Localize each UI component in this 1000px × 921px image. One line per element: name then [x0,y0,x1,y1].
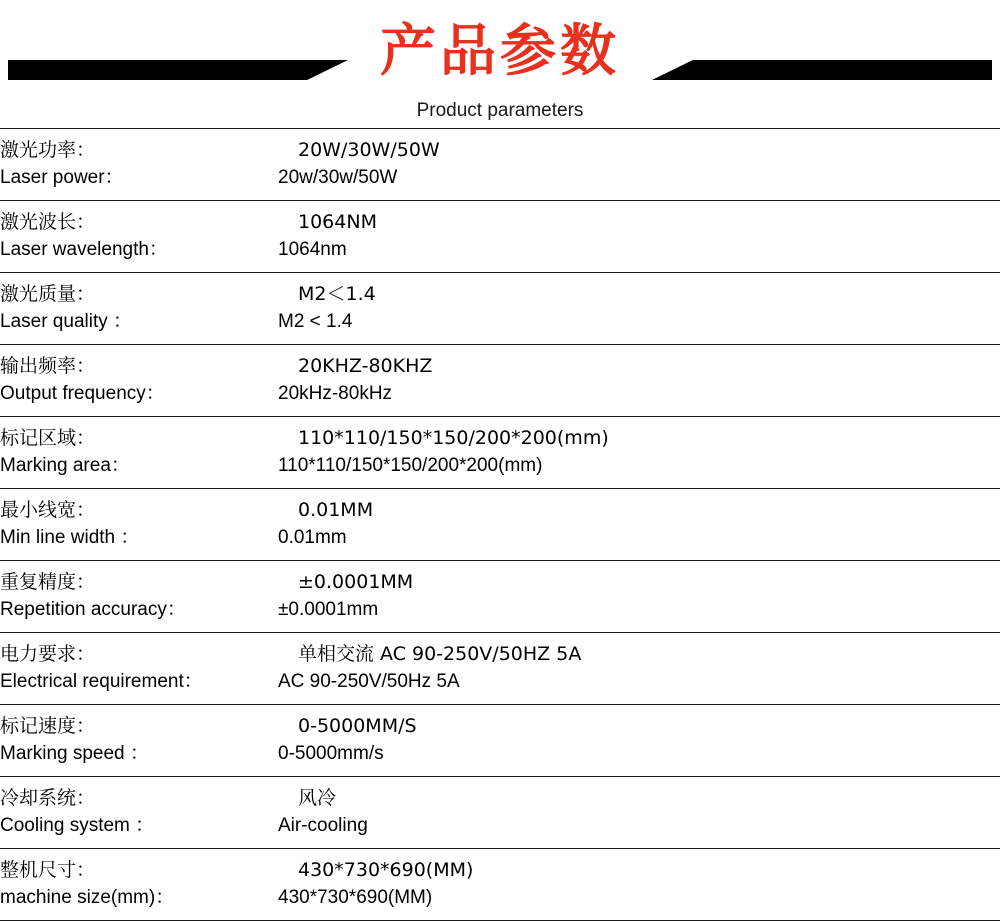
spec-value-english: AC 90-250V/50Hz 5A [278,671,460,692]
spec-label-chinese: 重复精度： [0,571,96,593]
page-title-chinese: 产品参数 [380,19,620,84]
spec-value-english: 0-5000mm/s [278,743,384,764]
spec-value-cell [278,489,1000,561]
spec-value-english: Air-cooling [278,815,368,836]
spec-value-chinese: 430*730*690(MM) [298,859,474,881]
spec-label-cell [0,129,278,201]
spec-label-english: machine size(mm)： [0,887,175,908]
spec-label-cell [0,417,278,489]
spec-value-english: ±0.0001mm [278,599,379,620]
spec-label-chinese: 激光波长： [0,211,96,233]
spec-label-chinese: 最小线宽： [0,499,96,521]
spec-label-chinese: 冷却系统： [0,787,96,809]
spec-value-cell [278,849,1000,921]
page-header [0,0,1000,128]
spec-value-chinese: M2＜1.4 [298,283,376,305]
spec-value-chinese: ±0.0001MM [298,571,414,593]
spec-value-english: 430*730*690(MM) [278,887,433,908]
spec-value-chinese: 0.01MM [298,499,374,521]
table-row [0,201,1000,273]
table-row [0,417,1000,489]
page-title-english: Product parameters [416,100,584,121]
spec-label-cell [0,633,278,705]
spec-value-chinese: 0-5000MM/S [298,715,417,737]
spec-label-cell [0,489,278,561]
spec-label-english: Repetition accuracy： [0,599,186,620]
spec-value-english: 20w/30w/50W [278,167,398,188]
spec-label-cell [0,201,278,273]
spec-value-cell [278,129,1000,201]
spec-label-cell [0,705,278,777]
table-row [0,633,1000,705]
spec-value-cell [278,561,1000,633]
spec-value-chinese: 风冷 [298,787,337,809]
spec-value-english: 1064nm [278,239,347,260]
spec-value-cell [278,417,1000,489]
spec-value-cell [278,201,1000,273]
table-row [0,489,1000,561]
spec-label-english: Laser wavelength： [0,239,168,260]
spec-label-chinese: 整机尺寸： [0,859,96,881]
spec-label-cell [0,273,278,345]
table-row [0,705,1000,777]
spec-label-chinese: 电力要求： [0,643,96,665]
spec-value-chinese: 1064NM [298,211,377,233]
spec-label-english: Laser power： [0,167,124,188]
spec-value-chinese: 20W/30W/50W [298,139,440,161]
spec-label-cell [0,561,278,633]
spec-label-english: Laser quality ： [0,311,133,332]
spec-value-chinese: 20KHZ-80KHZ [298,355,433,377]
specifications-table-body [0,129,1000,921]
spec-label-english: Output frequency： [0,383,165,404]
spec-label-english: Marking area： [0,455,130,476]
specifications-table [0,128,1000,921]
spec-label-cell [0,849,278,921]
spec-label-cell [0,345,278,417]
spec-label-chinese: 输出频率： [0,355,96,377]
spec-label-english: Electrical requirement： [0,671,203,692]
spec-value-english: 20kHz-80kHz [278,383,393,404]
spec-label-chinese: 激光功率： [0,139,96,161]
spec-value-cell [278,705,1000,777]
spec-value-chinese: 单相交流 AC 90-250V/50HZ 5A [298,643,582,665]
spec-label-english: Cooling system ： [0,815,155,836]
spec-label-chinese: 标记速度： [0,715,96,737]
spec-label-chinese: 激光质量： [0,283,96,305]
spec-value-english: M2 < 1.4 [278,311,353,332]
spec-value-cell [278,633,1000,705]
table-row [0,345,1000,417]
table-row [0,561,1000,633]
spec-value-english: 110*110/150*150/200*200(mm) [278,455,543,476]
spec-label-cell [0,777,278,849]
spec-value-chinese: 110*110/150*150/200*200(mm) [298,427,609,449]
spec-label-english: Min line width ： [0,527,140,548]
table-row [0,129,1000,201]
table-row [0,777,1000,849]
spec-value-cell [278,777,1000,849]
spec-label-english: Marking speed ： [0,743,149,764]
spec-value-cell [278,345,1000,417]
table-row [0,273,1000,345]
spec-value-english: 0.01mm [278,527,347,548]
spec-value-cell [278,273,1000,345]
spec-label-chinese: 标记区域： [0,427,96,449]
table-row [0,849,1000,921]
